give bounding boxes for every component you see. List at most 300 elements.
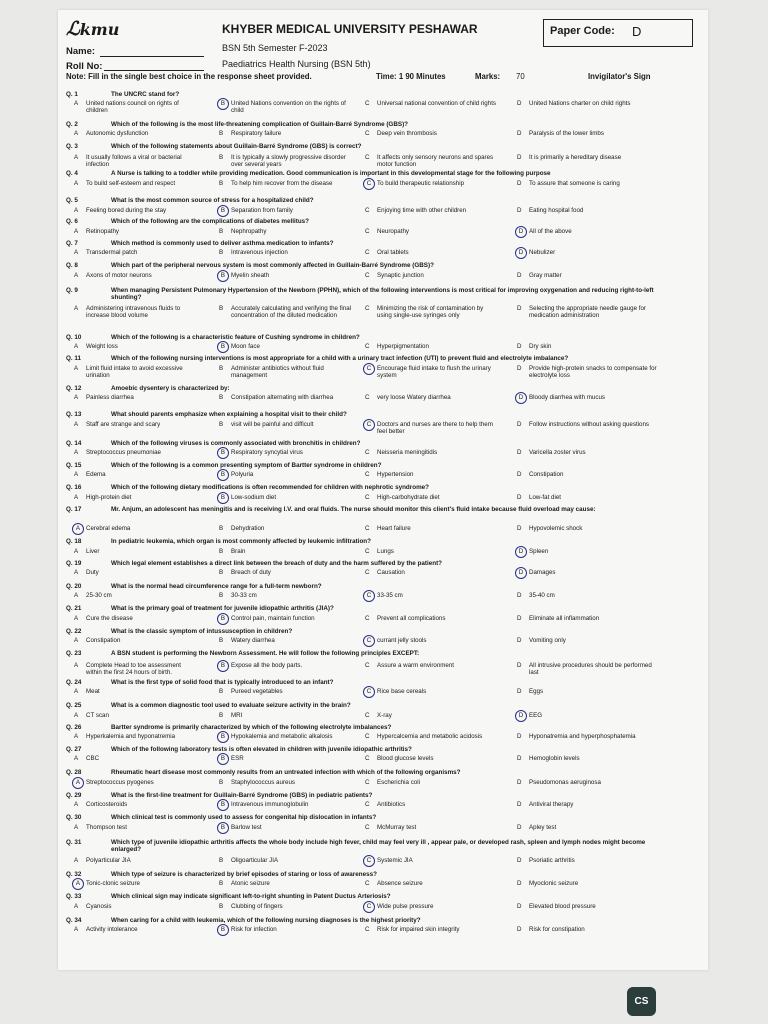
- option-text: High-carbohydrate diet: [377, 494, 440, 501]
- option-letter: B: [219, 305, 224, 312]
- question-text: What is the first type of solid food that is typically introduced to an infant?: [111, 679, 334, 686]
- question-text: The UNCRC stand for?: [111, 91, 180, 98]
- option-text: 35-40 cm: [529, 592, 555, 599]
- option-letter: A: [74, 130, 79, 137]
- option-text: Hypokalemia and metabolic alkalosis: [231, 733, 333, 740]
- option-letter: D: [517, 100, 522, 107]
- question-number: Q. 16: [66, 484, 82, 491]
- option-letter: D: [517, 637, 522, 644]
- circled-option-letter: B: [217, 492, 229, 504]
- option-letter: C: [365, 343, 370, 350]
- camscanner-badge: CS: [627, 987, 656, 1016]
- option-text: Heart failure: [377, 525, 411, 532]
- circled-option-letter: D: [515, 710, 527, 722]
- option-letter: C: [365, 228, 370, 235]
- option-text: Lungs: [377, 548, 394, 555]
- option-text: Control pain, maintain function: [231, 615, 315, 622]
- option-letter: B: [219, 857, 224, 864]
- option-letter: C: [365, 272, 370, 279]
- invigilator-sign-label: Invigilator's Sign: [588, 72, 651, 81]
- option-text: visit will be painful and difficult: [231, 421, 314, 428]
- question-number: Q. 29: [66, 792, 82, 799]
- option-text: Encourage fluid intake to flush the urinary system: [377, 365, 491, 380]
- option-text: Oral tablets: [377, 249, 409, 256]
- question-text: A BSN student is performing the Newborn Assessment. He will follow the following principles EXCEPT:: [111, 650, 420, 657]
- option-text: Risk for impaired skin integrity: [377, 926, 460, 933]
- option-text: Streptococcus pneumoniae: [86, 449, 161, 456]
- option-text: Administering intravenous fluids to increase blood volume: [86, 305, 181, 320]
- option-letter: A: [74, 926, 79, 933]
- name-field[interactable]: [100, 56, 204, 57]
- university-logo: ℒkmu: [66, 18, 120, 40]
- option-letter: B: [219, 228, 224, 235]
- option-text: To help him recover from the disease: [231, 180, 333, 187]
- circled-option-letter: B: [217, 822, 229, 834]
- question-number: Q. 1: [66, 91, 78, 98]
- question-text: Which of the following viruses is commonly associated with bronchitis in children?: [111, 440, 361, 447]
- option-text: Neuropathy: [377, 228, 409, 235]
- option-text: Clubbing of fingers: [231, 903, 283, 910]
- option-text: Enjoying time with other children: [377, 207, 467, 214]
- circled-option-letter: B: [217, 660, 229, 672]
- name-label: Name:: [66, 46, 96, 57]
- question-number: Q. 4: [66, 170, 78, 177]
- option-letter: D: [517, 903, 522, 910]
- option-text: Hyperpigmentation: [377, 343, 429, 350]
- option-text: Low-sodium diet: [231, 494, 277, 501]
- option-text: It is typically a slowly progressive disorder over several years: [231, 154, 346, 169]
- question-text: A Nurse is talking to a toddler while providing medication. Good communication is important in this developmental stage for the following purpose: [111, 170, 551, 177]
- option-letter: B: [219, 154, 224, 161]
- circled-option-letter: A: [72, 878, 84, 890]
- question-number: Q. 18: [66, 538, 82, 545]
- question-text: Which clinical test is commonly used to assess for congenital hip dislocation in infants?: [111, 814, 377, 821]
- option-letter: A: [74, 494, 79, 501]
- option-letter: B: [219, 180, 224, 187]
- question-number: Q. 33: [66, 893, 82, 900]
- option-text: Retinopathy: [86, 228, 120, 235]
- option-letter: A: [74, 394, 79, 401]
- circled-option-letter: B: [217, 469, 229, 481]
- option-text: Edema: [86, 471, 106, 478]
- option-text: United Nations convention on the rights of child: [231, 100, 346, 115]
- option-letter: C: [365, 824, 370, 831]
- option-text: It affects only sensory neurons and spares motor function: [377, 154, 494, 169]
- option-letter: D: [517, 130, 522, 137]
- option-letter: D: [517, 615, 522, 622]
- question-number: Q. 22: [66, 628, 82, 635]
- option-letter: A: [74, 688, 79, 695]
- option-letter: A: [74, 365, 79, 372]
- question-number: Q. 2: [66, 121, 78, 128]
- option-text: Duty: [86, 569, 99, 576]
- option-letter: D: [517, 180, 522, 187]
- option-letter: D: [517, 880, 522, 887]
- question-text: Which type of seizure is characterized by brief episodes of staring or loss of awareness?: [111, 871, 377, 878]
- option-text: very loose Watery diarrhea: [377, 394, 451, 401]
- option-text: Minimizing the risk of contamination by using single-use syringes only: [377, 305, 484, 320]
- option-text: All intrusive procedures should be performed last: [529, 662, 652, 677]
- option-letter: A: [74, 801, 79, 808]
- option-letter: B: [219, 548, 224, 555]
- question-number: Q. 30: [66, 814, 82, 821]
- option-letter: C: [365, 926, 370, 933]
- option-letter: B: [219, 249, 224, 256]
- circled-option-letter: B: [217, 731, 229, 743]
- option-letter: A: [74, 180, 79, 187]
- option-text: Risk for constipation: [529, 926, 585, 933]
- option-letter: B: [219, 688, 224, 695]
- question-text: Which of the following laboratory tests is often elevated in children with juvenile idiopathic arthritis?: [111, 746, 412, 753]
- option-text: Polyarticular JIA: [86, 857, 131, 864]
- option-text: Autonomic dysfunction: [86, 130, 149, 137]
- option-text: To assure that someone is caring: [529, 180, 620, 187]
- option-text: Staff are strange and scary: [86, 421, 161, 428]
- option-letter: A: [74, 154, 79, 161]
- option-letter: A: [74, 343, 79, 350]
- question-number: Q. 34: [66, 917, 82, 924]
- option-text: currant jelly stools: [377, 637, 427, 644]
- option-letter: D: [517, 733, 522, 740]
- option-text: 25-30 cm: [86, 592, 112, 599]
- question-number: Q. 7: [66, 240, 78, 247]
- circled-option-letter: D: [515, 247, 527, 259]
- option-letter: B: [219, 569, 224, 576]
- option-text: It usually follows a viral or bacterial infection: [86, 154, 182, 169]
- option-text: United nations council on rights of children: [86, 100, 179, 115]
- circled-option-letter: B: [217, 799, 229, 811]
- option-text: High-protein diet: [86, 494, 132, 501]
- option-text: Systemic JIA: [377, 857, 413, 864]
- option-text: Doctors and nurses are there to help them feel better: [377, 421, 493, 436]
- option-text: Cerebral edema: [86, 525, 131, 532]
- option-text: All of the above: [529, 228, 572, 235]
- course-title: Paediatrics Health Nursing (BSN 5th): [222, 59, 371, 69]
- option-letter: C: [365, 548, 370, 555]
- option-text: McMurray test: [377, 824, 417, 831]
- option-text: It is primarily a hereditary disease: [529, 154, 622, 161]
- option-text: Vomiting only: [529, 637, 566, 644]
- option-text: Polyuria: [231, 471, 254, 478]
- question-text: Which of the following dietary modifications is often recommended for children with nephrotic syndrome?: [111, 484, 430, 491]
- option-letter: A: [74, 569, 79, 576]
- option-text: To build self-esteem and respect: [86, 180, 176, 187]
- question-number: Q. 25: [66, 702, 82, 709]
- option-text: Administer antibiotics without fluid management: [231, 365, 324, 380]
- option-text: MRI: [231, 712, 243, 719]
- circled-option-letter: A: [72, 777, 84, 789]
- option-letter: A: [74, 857, 79, 864]
- circled-option-letter: C: [363, 178, 375, 190]
- question-text: In pediatric leukemia, which organ is most commonly affected by leukemic infiltration?: [111, 538, 371, 545]
- option-letter: B: [219, 592, 224, 599]
- option-text: Low-fat diet: [529, 494, 561, 501]
- question-number: Q. 28: [66, 769, 82, 776]
- option-letter: B: [219, 525, 224, 532]
- option-letter: B: [219, 779, 224, 786]
- option-text: Damages: [529, 569, 556, 576]
- question-text: Which legal element establishes a direct link between the breach of duty and the harm suffered by the patient?: [111, 560, 443, 567]
- option-text: Antiviral therapy: [529, 801, 574, 808]
- option-text: United Nations charter on child rights: [529, 100, 631, 107]
- circled-option-letter: B: [217, 270, 229, 282]
- option-letter: D: [517, 272, 522, 279]
- option-text: Constipation: [86, 637, 121, 644]
- question-text: What should parents emphasize when explaining a hospital visit to their child?: [111, 411, 347, 418]
- option-text: Prevent all complications: [377, 615, 446, 622]
- option-text: Thompson test: [86, 824, 127, 831]
- option-letter: C: [365, 755, 370, 762]
- question-text: What is the normal head circumference range for a full-term newborn?: [111, 583, 322, 590]
- option-text: Tonic-clonic seizure: [86, 880, 140, 887]
- option-text: Corticosteroids: [86, 801, 128, 808]
- question-number: Q. 8: [66, 262, 78, 269]
- question-text: Which of the following is a common presenting symptom of Bartter syndrome in children?: [111, 462, 382, 469]
- option-text: Eliminate all inflammation: [529, 615, 600, 622]
- question-text: Mr. Anjum, an adolescent has meningitis and is receiving I.V. and oral fluids. The nurse should monitor this client's fluid intake because fluid overload may cause:: [111, 506, 596, 513]
- question-number: Q. 12: [66, 385, 82, 392]
- option-text: Painless diarrhea: [86, 394, 134, 401]
- option-text: Breach of duty: [231, 569, 271, 576]
- option-letter: A: [74, 755, 79, 762]
- option-letter: D: [517, 449, 522, 456]
- option-letter: C: [365, 471, 370, 478]
- question-number: Q. 9: [66, 287, 78, 294]
- option-text: Cyanosis: [86, 903, 112, 910]
- option-text: To build therapeutic relationship: [377, 180, 465, 187]
- option-text: Elevated blood pressure: [529, 903, 596, 910]
- option-text: Respiratory syncytial virus: [231, 449, 303, 456]
- option-text: Expose all the body parts.: [231, 662, 303, 669]
- circled-option-letter: B: [217, 98, 229, 110]
- option-text: Weight loss: [86, 343, 118, 350]
- option-letter: C: [365, 569, 370, 576]
- option-letter: D: [517, 801, 522, 808]
- option-text: Rice base cereals: [377, 688, 427, 695]
- option-text: Nephropathy: [231, 228, 267, 235]
- option-text: Constipation: [529, 471, 564, 478]
- question-text: Which part of the peripheral nervous system is most commonly affected in Guillain-Barré Syndrome (GBS)?: [111, 262, 434, 269]
- option-text: Atonic seizure: [231, 880, 270, 887]
- option-text: Barlow test: [231, 824, 262, 831]
- question-number: Q. 19: [66, 560, 82, 567]
- option-text: Synaptic junction: [377, 272, 424, 279]
- question-text: What is a common diagnostic tool used to evaluate seizure activity in the brain?: [111, 702, 351, 709]
- option-letter: B: [219, 130, 224, 137]
- option-text: Antibiotics: [377, 801, 406, 808]
- question-number: Q. 6: [66, 218, 78, 225]
- option-letter: C: [365, 733, 370, 740]
- question-number: Q. 17: [66, 506, 82, 513]
- option-text: Dry skin: [529, 343, 552, 350]
- option-letter: A: [74, 903, 79, 910]
- option-letter: A: [74, 615, 79, 622]
- question-number: Q. 21: [66, 605, 82, 612]
- option-text: EEG: [529, 712, 543, 719]
- option-text: Apley test: [529, 824, 557, 831]
- option-letter: D: [517, 494, 522, 501]
- option-text: Myelin sheath: [231, 272, 270, 279]
- option-text: Paralysis of the lower limbs: [529, 130, 604, 137]
- question-number: Q. 24: [66, 679, 82, 686]
- option-text: Hyperkalemia and hyponatremia: [86, 733, 176, 740]
- circled-option-letter: C: [363, 635, 375, 647]
- question-text: What is the first-line treatment for Guillain-Barré Syndrome (GBS) in pediatric patients?: [111, 792, 373, 799]
- question-text: What is the classic symptom of intussusception in children?: [111, 628, 293, 635]
- circled-option-letter: C: [363, 363, 375, 375]
- option-letter: D: [517, 207, 522, 214]
- option-letter: D: [517, 824, 522, 831]
- question-text: Which of the following is the most life-threatening complication of Guillain-Barré Syndrome (GBS)?: [111, 121, 409, 128]
- option-letter: A: [74, 207, 79, 214]
- option-letter: D: [517, 421, 522, 428]
- option-text: Absence seizure: [377, 880, 423, 887]
- option-text: Escherichia coli: [377, 779, 420, 786]
- option-letter: A: [74, 272, 79, 279]
- time-label: Time: 1 90 Minutes: [376, 72, 446, 81]
- option-letter: A: [74, 712, 79, 719]
- circled-option-letter: B: [217, 205, 229, 217]
- option-letter: A: [74, 228, 79, 235]
- option-text: Neisseria meningitidis: [377, 449, 438, 456]
- option-letter: C: [365, 615, 370, 622]
- option-letter: C: [365, 207, 370, 214]
- option-letter: D: [517, 592, 522, 599]
- question-number: Q. 26: [66, 724, 82, 731]
- option-letter: D: [517, 688, 522, 695]
- question-number: Q. 15: [66, 462, 82, 469]
- roll-number-label: Roll No:: [66, 61, 103, 72]
- option-text: Intravenous immunoglobulin: [231, 801, 309, 808]
- option-text: Spleen: [529, 548, 549, 555]
- option-text: Psoriatic arthritis: [529, 857, 575, 864]
- option-letter: C: [365, 100, 370, 107]
- question-number: Q. 10: [66, 334, 82, 341]
- option-letter: C: [365, 712, 370, 719]
- paper-code-value: D: [632, 24, 642, 39]
- option-text: Pseudomonas aeruginosa: [529, 779, 601, 786]
- semester-label: BSN 5th Semester F-2023: [222, 43, 328, 53]
- option-text: Causation: [377, 569, 405, 576]
- option-text: Staphylococcus aureus: [231, 779, 295, 786]
- option-text: Dehydration: [231, 525, 265, 532]
- option-letter: C: [365, 494, 370, 501]
- option-letter: D: [517, 525, 522, 532]
- option-letter: B: [219, 365, 224, 372]
- option-text: Assure a warm environment: [377, 662, 455, 669]
- question-text: When caring for a child with leukemia, which of the following nursing diagnoses is the highest priority?: [111, 917, 421, 924]
- option-letter: B: [219, 880, 224, 887]
- option-letter: A: [74, 305, 79, 312]
- option-text: Complete Head to toe assessment within the first 24 hours of birth.: [86, 662, 181, 677]
- circled-option-letter: C: [363, 419, 375, 431]
- option-letter: C: [365, 801, 370, 808]
- question-number: Q. 5: [66, 197, 78, 204]
- option-letter: B: [219, 421, 224, 428]
- question-text: Which of the following nursing interventions is most appropriate for a child with a urinary tract infection (UTI) to prevent fluid and electrolyte imbalance?: [111, 355, 569, 362]
- option-text: Constipation alternating with diarrhea: [231, 394, 334, 401]
- option-text: Hypercalcemia and metabolic acidosis: [377, 733, 483, 740]
- option-text: Eating hospital food: [529, 207, 584, 214]
- option-letter: B: [219, 903, 224, 910]
- option-text: Bloody diarrhea with mucus: [529, 394, 606, 401]
- option-text: Deep vein thrombosis: [377, 130, 437, 137]
- circled-option-letter: B: [217, 613, 229, 625]
- option-text: Provide high-protein snacks to compensate for electrolyte loss: [529, 365, 657, 380]
- option-text: Follow instructions without asking questions: [529, 421, 650, 428]
- option-letter: D: [517, 857, 522, 864]
- option-letter: A: [74, 100, 79, 107]
- option-text: CT scan: [86, 712, 109, 719]
- question-text: Amoebic dysentery is characterized by:: [111, 385, 230, 392]
- option-text: Limit fluid intake to avoid excessive urination: [86, 365, 183, 380]
- option-letter: A: [74, 421, 79, 428]
- option-letter: C: [365, 449, 370, 456]
- option-text: Varicella zoster virus: [529, 449, 586, 456]
- circled-option-letter: C: [363, 855, 375, 867]
- option-letter: D: [517, 305, 522, 312]
- option-text: Hemoglobin levels: [529, 755, 580, 762]
- question-text: Which of the following is a characteristic feature of Cushing syndrome in children?: [111, 334, 360, 341]
- question-text: Bartter syndrome is primarily characterized by which of the following electrolyte imbalances?: [111, 724, 392, 731]
- roll-number-field[interactable]: [104, 70, 204, 71]
- option-letter: A: [74, 824, 79, 831]
- option-text: Respiratory failure: [231, 130, 282, 137]
- university-title: KHYBER MEDICAL UNIVERSITY PESHAWAR: [222, 22, 478, 36]
- option-letter: A: [74, 637, 79, 644]
- option-letter: D: [517, 154, 522, 161]
- circled-option-letter: B: [217, 924, 229, 936]
- option-text: Brain: [231, 548, 246, 555]
- option-text: Watery diarrhea: [231, 637, 275, 644]
- option-text: Blood glucose levels: [377, 755, 434, 762]
- circled-option-letter: C: [363, 590, 375, 602]
- option-text: 30-33 cm: [231, 592, 257, 599]
- question-text: What is the primary goal of treatment for juvenile idiopathic arthritis (JIA)?: [111, 605, 334, 612]
- question-text: Which of the following are the complications of diabetes mellitus?: [111, 218, 310, 225]
- option-letter: D: [517, 471, 522, 478]
- option-text: Activity intolerance: [86, 926, 138, 933]
- question-text: Which method is commonly used to deliver asthma medication to infants?: [111, 240, 334, 247]
- option-letter: A: [74, 733, 79, 740]
- option-letter: C: [365, 305, 370, 312]
- instructions-note: Note: Fill in the single best choice in the response sheet provided.: [66, 72, 312, 81]
- question-text: Which type of juvenile idiopathic arthritis affects the whole body include high fever, child may feel very ill , appear pale, or developed rash, spleen and lymph nodes might become enlarged?: [111, 839, 646, 854]
- option-text: Axons of motor neurons: [86, 272, 152, 279]
- circled-option-letter: D: [515, 546, 527, 558]
- circled-option-letter: C: [363, 686, 375, 698]
- circled-option-letter: B: [217, 341, 229, 353]
- circled-option-letter: B: [217, 753, 229, 765]
- option-text: Accurately calculating and verifying the final concentration of the diluted medication: [231, 305, 352, 320]
- marks-label: Marks:: [475, 72, 501, 81]
- option-letter: C: [365, 525, 370, 532]
- option-letter: D: [517, 343, 522, 350]
- option-text: Liver: [86, 548, 100, 555]
- option-text: Oligoarticular JIA: [231, 857, 279, 864]
- question-number: Q. 11: [66, 355, 82, 362]
- question-number: Q. 31: [66, 839, 82, 846]
- option-text: Cure the disease: [86, 615, 133, 622]
- question-number: Q. 23: [66, 650, 82, 657]
- option-text: ESR: [231, 755, 244, 762]
- paper-code-label: Paper Code:: [550, 25, 615, 37]
- option-letter: A: [74, 662, 79, 669]
- option-letter: D: [517, 365, 522, 372]
- option-text: Moon face: [231, 343, 260, 350]
- circled-option-letter: D: [515, 392, 527, 404]
- circled-option-letter: C: [363, 901, 375, 913]
